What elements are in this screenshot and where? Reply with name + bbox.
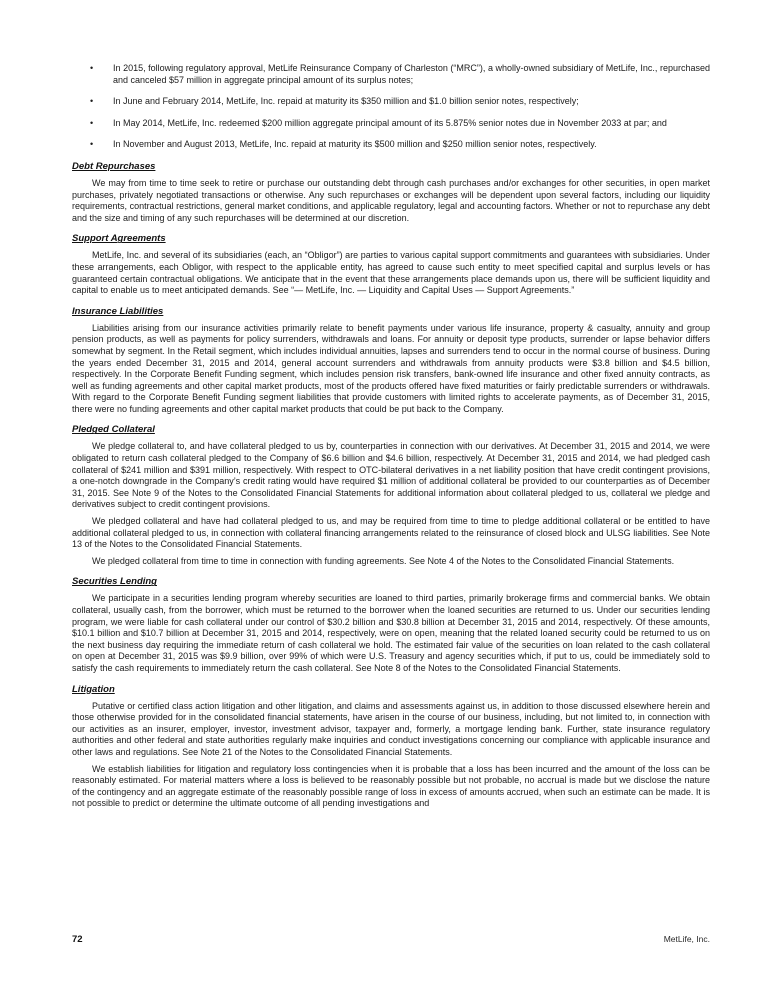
bullet-text: In May 2014, MetLife, Inc. redeemed $200 million aggregate principal amount of its 5.875% senior notes due in November 2033 at par; and: [113, 117, 667, 128]
section-securities-lending: [72, 576, 710, 674]
section-litigation: [72, 684, 710, 810]
list-item: [72, 96, 710, 108]
section-heading: Pledged Collateral: [72, 424, 155, 436]
section-heading: Litigation: [72, 683, 115, 695]
paragraph: We pledged collateral from time to time in connection with funding agreements. See Note 4 of the Notes to the Consolidated Financial Statements.: [92, 555, 675, 566]
section-debt-repurchases: [72, 161, 710, 224]
paragraph: MetLife, Inc. and several of its subsidiaries (each, an “Obligor”) are parties to various capital support commitments and guarantees with subsidiaries. Under these arrangements, each Obligor, with respect to the applicable entity, has agreed to cause such entity to meet specified capital and surplus levels or has guaranteed certain contractual obligations. We anticipate that in the event that these arrangements place demands upon us, there will be sufficient liquidity and capital to enable us to meet anticipated demands. See “— MetLife, Inc. — Liquidity and Capital Uses — Support Agreements.”: [72, 250, 710, 296]
bullet-icon: •: [90, 139, 94, 150]
section-heading: Insurance Liabilities: [72, 305, 164, 317]
section-insurance-liabilities: [72, 306, 710, 416]
footer-company-name: MetLife, Inc.: [663, 934, 710, 944]
bullet-text: In 2015, following regulatory approval, MetLife Reinsurance Company of Charleston (“MRC”), a wholly-owned subsidiary of MetLife, Inc., repurchased and canceled $57 million in aggregate principal amount of its surplus notes;: [113, 63, 710, 85]
page-footer: [72, 934, 710, 945]
paragraph: We may from time to time seek to retire or purchase our outstanding debt through cash purchases and/or exchanges for other securities, in open market purchases, privately negotiated transactions or otherwise. Any such repurchases or exchanges will be dependent upon several factors, including our liquidity requirements, contractual restrictions, general market conditions, and applicable regulatory, legal and accounting factors. Whether or not to repurchase any debt and the size and timing of any such repurchases will be determined at our discretion.: [72, 177, 710, 223]
paragraph: We pledge collateral to, and have collateral pledged to us by, counterparties in connection with our derivatives. At December 31, 2015 and 2014, we were obligated to return cash collateral pledged to the Company of $6.6 billion and $4.6 billion, respectively. At December 31, 2015 and 2014, we had pledged cash collateral of $241 million and $391 million, respectively. With respect to OTC-bilateral derivatives in a net liability position that have credit contingent provisions, a one-notch downgrade in the Company’s credit rating would have required $1 million of additional collateral be provided to our counterparties as of December 31, 2015. See Note 9 of the Notes to the Consolidated Financial Statements for additional information about collateral pledged to us, collateral we pledge and derivatives subject to credit contingent provisions.: [72, 441, 710, 510]
paragraph: We participate in a securities lending program whereby securities are loaned to third parties, primarily brokerage firms and commercial banks. We obtain collateral, usually cash, from the borrower, which must be returned to the borrower when the loaned securities are returned to us. Under our securities lending program, we were liable for cash collateral under our control of $30.2 billion and $30.8 billion at December 31, 2015 and 2014, respectively. Of these amounts, $10.1 billion and $10.7 billion at December 31, 2015 and 2014, respectively, were on open, meaning that the related loaned security could be returned to us on the next business day requiring the immediate return of cash collateral we hold. The estimated fair value of the securities on loan related to the cash collateral on open at December 31, 2015 was $9.9 billion, over 99% of which were U.S. Treasury and agency securities which, if put to us, could be immediately sold to satisfy the cash requirements to immediately return the cash collateral. See Note 8 of the Notes to the Consolidated Financial Statements.: [72, 593, 710, 673]
section-heading: Debt Repurchases: [72, 160, 156, 172]
bullet-text: In November and August 2013, MetLife, Inc. repaid at maturity its $500 million and $250 million senior notes, respectively.: [113, 139, 597, 150]
page-content: [72, 63, 710, 815]
bullet-list: [72, 63, 710, 151]
list-item: [72, 118, 710, 130]
section-pledged-collateral: [72, 424, 710, 567]
bullet-text: In June and February 2014, MetLife, Inc. repaid at maturity its $350 million and $1.0 billion senior notes, respectively;: [113, 96, 579, 107]
bullet-icon: •: [90, 96, 94, 107]
section-heading: Support Agreements: [72, 233, 166, 245]
list-item: [72, 139, 710, 151]
paragraph: Liabilities arising from our insurance activities primarily relate to benefit payments under various life insurance, property & casualty, annuity and group pension products, as well as payments for policy surrenders, withdrawals and loans. For annuity or deposit type products, surrender or lapse behavior differs somewhat by segment. In the Retail segment, which includes individual annuities, lapses and surrenders tend to occur in the normal course of business. During the years ended December 31, 2015 and 2014, general account surrenders and withdrawals from annuity products were $3.8 billion and $4.5 billion, respectively. In the Corporate Benefit Funding segment, which includes pension risk transfers, bank-owned life insurance and other fixed annuity contracts, as well as funding agreements and other capital market products, most of the products offered have fixed maturities or fairly predictable surrenders or withdrawals. With regard to the Corporate Benefit Funding segment liabilities that provide customers with limited rights to accelerate payments, as of December 31, 2015, there were no funding agreements and other capital market products that could be put back to the Company.: [72, 322, 710, 414]
section-support-agreements: [72, 233, 710, 296]
bullet-icon: •: [90, 117, 94, 128]
paragraph: Putative or certified class action litigation and other litigation, and claims and assessments against us, in addition to those discussed elsewhere herein and those otherwise provided for in the consolidated financial statements, have arisen in the course of our business, including, but not limited to, in connection with our activities as an insurer, employer, investor, investment advisor, taxpayer and, formerly, a mortgage lending bank. Further, state insurance regulatory authorities and other federal and state authorities regularly make inquiries and conduct investigations concerning our compliance with applicable insurance and other laws and regulations. See Note 21 of the Notes to the Consolidated Financial Statements.: [72, 700, 710, 757]
page-number: 72: [72, 934, 83, 945]
list-item: [72, 63, 710, 86]
paragraph: We establish liabilities for litigation and regulatory loss contingencies when it is probable that a loss has been incurred and the amount of the loss can be reasonably estimated. For material matters where a loss is believed to be reasonably possible but not probable, no accrual is made but we disclose the nature of the contingency and an aggregate estimate of the reasonably possible range of loss in excess of amounts accrued, when such an estimate can be made. It is not possible to predict or determine the ultimate outcome of all pending investigations and: [72, 763, 710, 809]
section-heading: Securities Lending: [72, 576, 157, 588]
paragraph: We pledged collateral and have had collateral pledged to us, and may be required from time to time to pledge additional collateral or be entitled to have additional collateral pledged to us, in connection with collateral financing arrangements related to the reinsurance of closed block and ULSG liabilities. See Note 13 of the Notes to the Consolidated Financial Statements.: [72, 516, 710, 550]
bullet-icon: •: [90, 63, 94, 73]
